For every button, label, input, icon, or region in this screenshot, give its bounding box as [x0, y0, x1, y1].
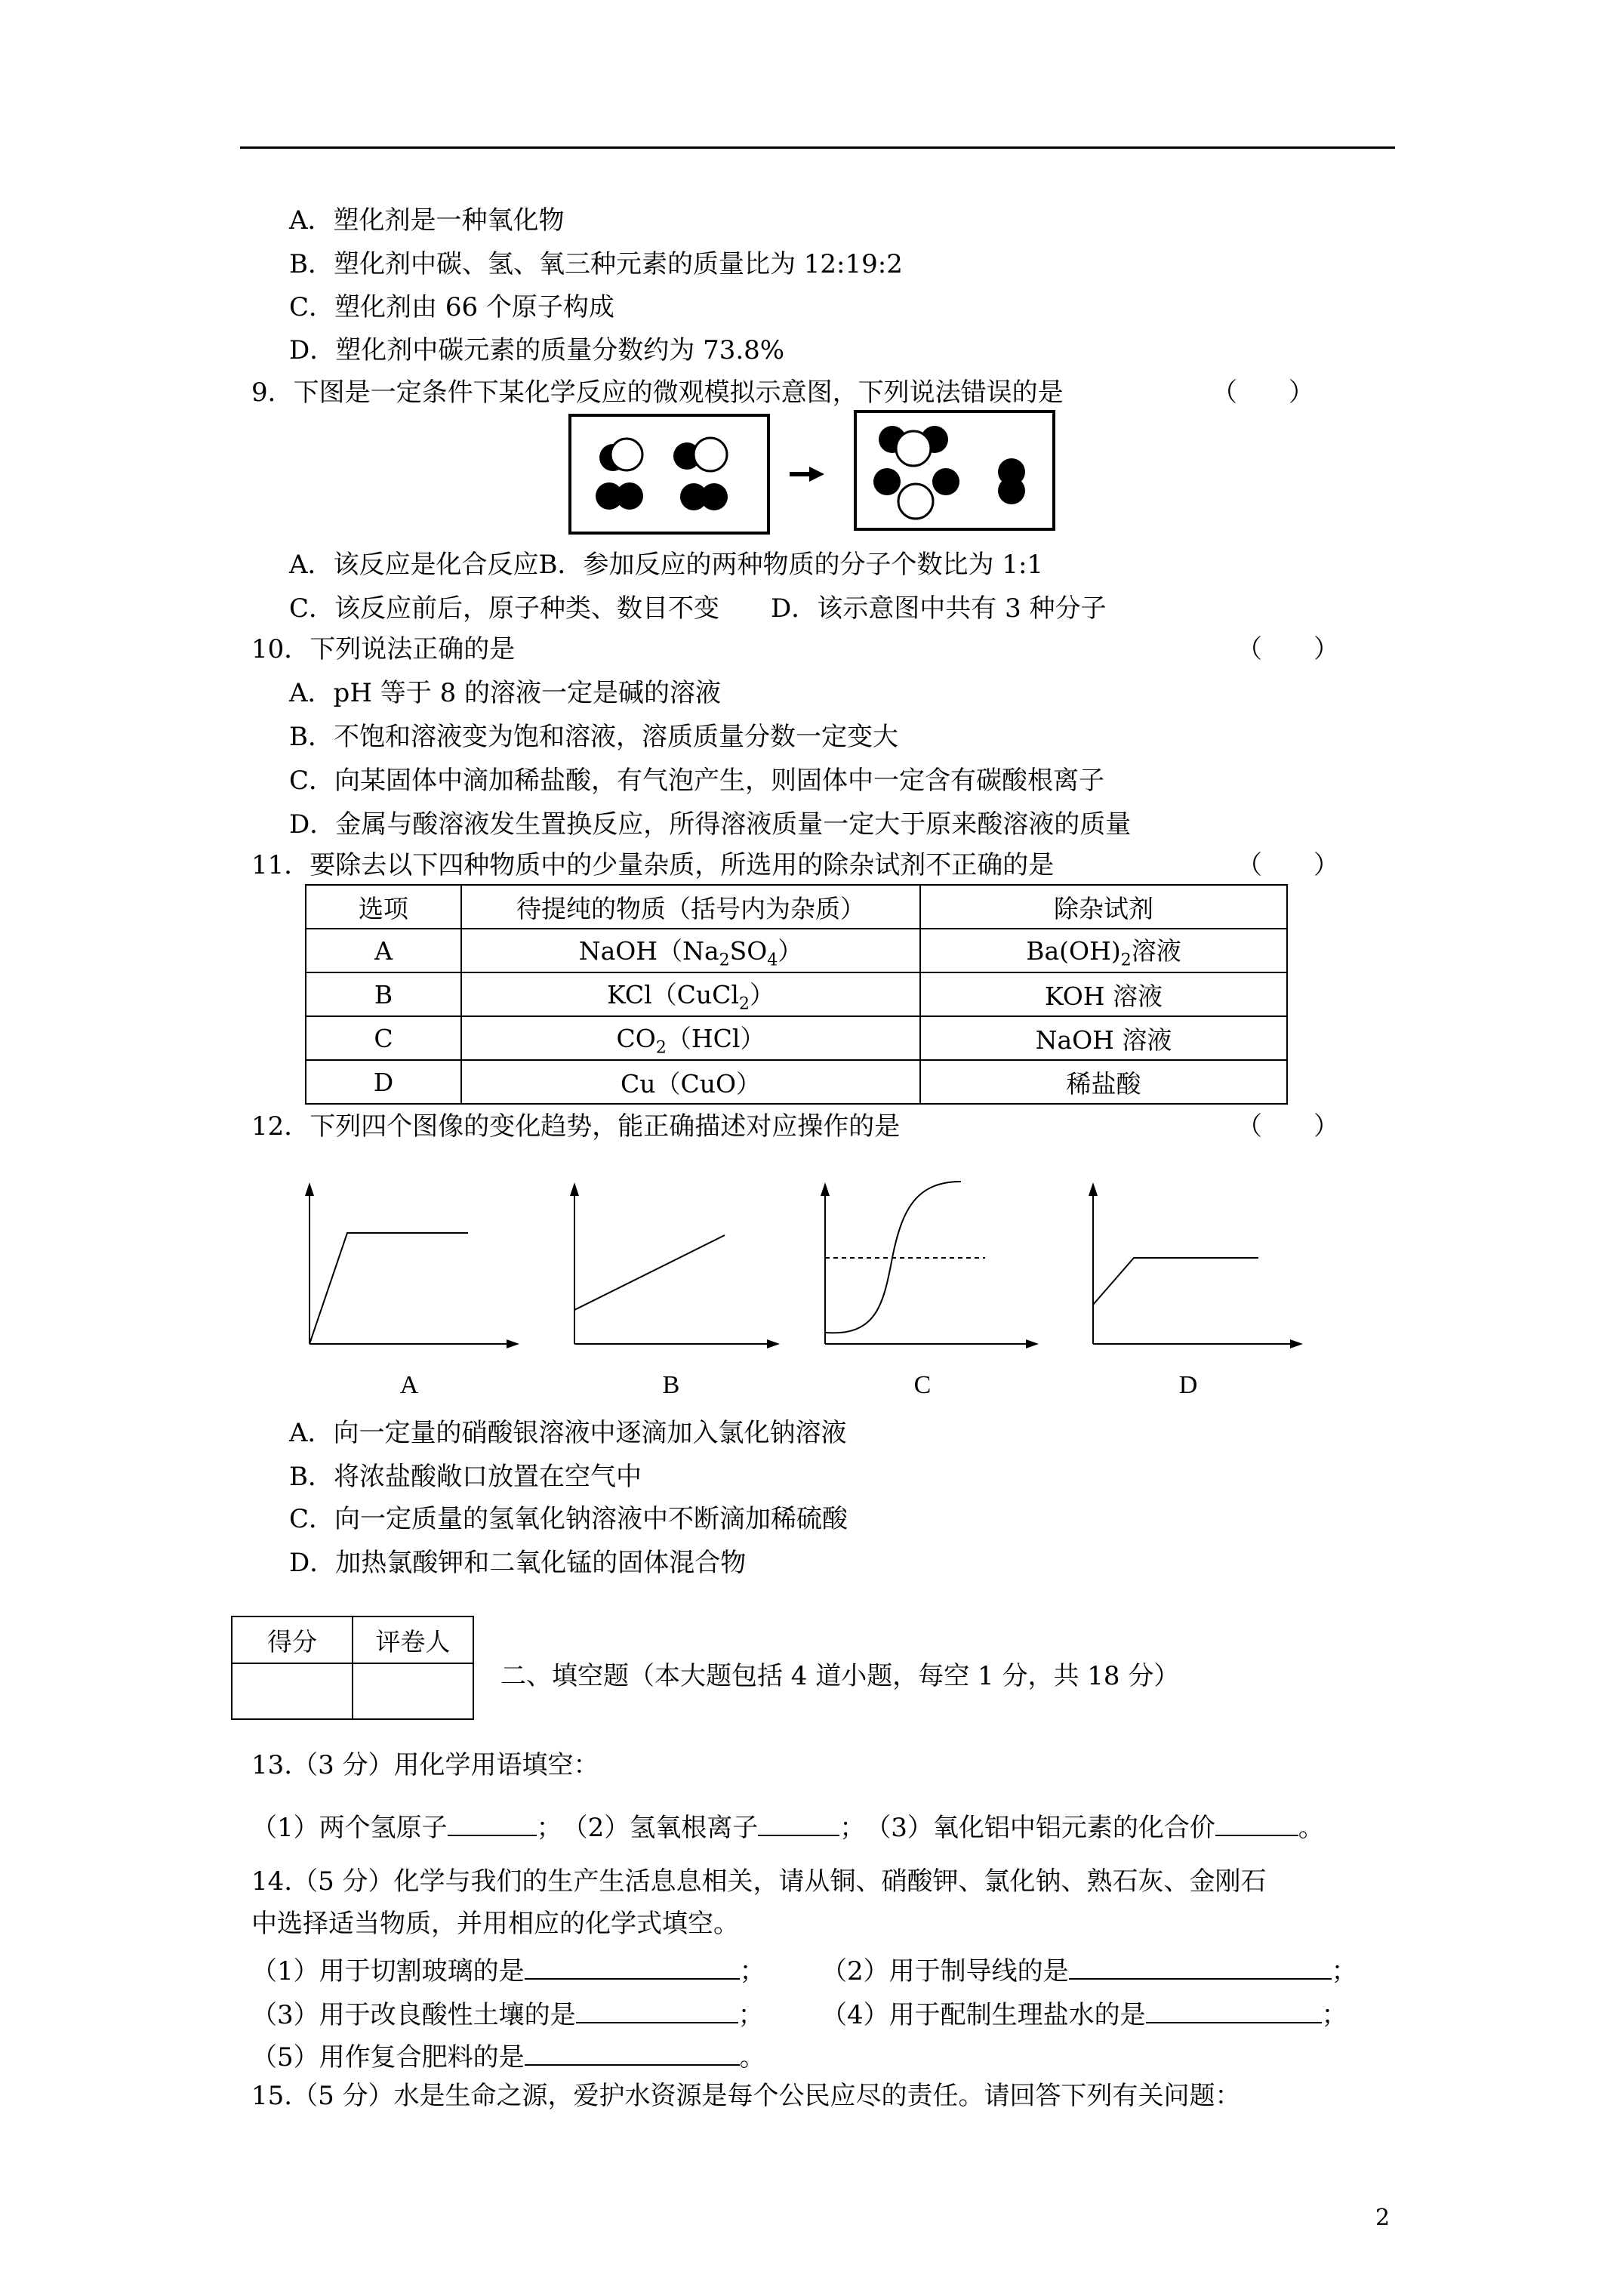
q11-stem: 11．要除去以下四种物质中的少量杂质，所选用的除杂试剂不正确的是: [251, 850, 1055, 880]
q10-option-a: A．pH 等于 8 的溶液一定是碱的溶液: [289, 678, 722, 708]
atom-white: [898, 484, 933, 519]
header-rule: [240, 146, 1395, 149]
q10-option-b: B．不饱和溶液变为饱和溶液，溶质质量分数一定变大: [289, 722, 898, 752]
score-table: [231, 1616, 474, 1720]
atom-black: [616, 482, 643, 510]
score-header: 得分: [232, 1616, 353, 1663]
atom-white: [694, 438, 727, 471]
graph-c: [821, 1182, 1039, 1348]
q10-option-d: D．金属与酸溶液发生置换反应，所得溶液质量一定大于原来酸溶液的质量: [289, 809, 1132, 840]
impurity-table: [305, 884, 1288, 1105]
answer-blank[interactable]: [1069, 1952, 1332, 1980]
atom-black: [932, 468, 959, 495]
graph-label-c: C: [913, 1371, 932, 1399]
answer-blank[interactable]: [525, 1952, 740, 1980]
row-option: B: [306, 972, 461, 1016]
atom-white: [611, 439, 642, 470]
q13-line: （1）两个氢原子 ； （2）氢氧根离子 ； （3）氧化铝中铝元素的化合价 。: [251, 1809, 1324, 1843]
row-reagent: NaOH 溶液: [920, 1016, 1287, 1060]
atom-white: [896, 431, 931, 466]
table-row: [306, 929, 1287, 972]
answer-blank[interactable]: [448, 1809, 537, 1836]
q8-option-a: A．塑化剂是一种氧化物: [289, 205, 565, 236]
header-option: 选项: [306, 885, 461, 929]
atom-black: [873, 468, 901, 495]
q14-line1: 14.（5 分）化学与我们的生产生活息息相关，请从铜、硝酸钾、氯化钠、熟石灰、金刚石: [251, 1866, 1267, 1897]
q9-option-ab: A．该反应是化合反应B．参加反应的两种物质的分子个数比为 1:1: [289, 550, 1044, 580]
q12-option-c: C．向一定质量的氢氧化钠溶液中不断滴加稀硫酸: [289, 1504, 848, 1534]
row-substance: Cu（CuO）: [461, 1060, 920, 1104]
graph-label-a: A: [399, 1371, 419, 1399]
table-row: [306, 1060, 1287, 1104]
row-option: D: [306, 1060, 461, 1104]
row-option: C: [306, 1016, 461, 1060]
page-number: 2: [1375, 2205, 1390, 2231]
q9-bracket: （ ）: [1212, 378, 1314, 408]
q9-stem: 9．下图是一定条件下某化学反应的微观模拟示意图，下列说法错误的是: [251, 378, 1064, 408]
atom-black: [701, 483, 728, 510]
q14-line2: 中选择适当物质，并用相应的化学式填空。: [251, 1909, 739, 1939]
q10-stem: 10．下列说法正确的是: [251, 634, 516, 664]
q11-bracket: （ ）: [1236, 850, 1339, 880]
q10-option-c: C．向某固体中滴加稀盐酸，有气泡产生，则固体中一定含有碳酸根离子: [289, 766, 1105, 796]
graph-d: [1089, 1182, 1303, 1348]
table-row: [306, 972, 1287, 1016]
q10-bracket: （ ）: [1236, 634, 1339, 664]
row-reagent: 稀盐酸: [920, 1060, 1287, 1104]
q8-option-b: B．塑化剂中碳、氢、氧三种元素的质量比为 12:19:2: [289, 249, 903, 279]
q12-stem: 12．下列四个图像的变化趋势，能正确描述对应操作的是: [251, 1111, 901, 1142]
score-cell[interactable]: [232, 1663, 353, 1719]
row-substance: $CO_2(HCl)$: [461, 1016, 920, 1060]
q13-stem: 13.（3 分）用化学用语填空：: [251, 1750, 599, 1780]
row-substance: KCl（CuCl$_2$）: [461, 972, 920, 1016]
header-reagent: 除杂试剂: [920, 885, 1287, 929]
row-reagent: KOH 溶液: [920, 972, 1287, 1016]
grader-header: 评卷人: [353, 1616, 473, 1663]
table-row: [306, 1016, 1287, 1060]
row-substance: $NaOH(Na_2SO_4)$: [461, 929, 920, 972]
q8-option-c: C．塑化剂由 66 个原子构成: [289, 292, 614, 322]
answer-blank[interactable]: [576, 1996, 738, 2023]
q12-option-b: B．将浓盐酸敞口放置在空气中: [289, 1462, 642, 1492]
atom-black: [998, 477, 1025, 504]
q15-line1: 15.（5 分）水是生命之源，爱护水资源是每个公民应尽的责任。请回答下列有关问题：: [251, 2081, 1241, 2111]
grader-cell[interactable]: [353, 1663, 473, 1719]
graph-label-d: D: [1178, 1371, 1198, 1399]
q8-option-d: D．塑化剂中碳元素的质量分数约为 73.8%: [289, 335, 785, 365]
answer-blank[interactable]: [758, 1809, 839, 1836]
answer-blank[interactable]: [525, 2039, 740, 2066]
q12-bracket: （ ）: [1236, 1111, 1339, 1142]
q14-item-5: （5）用作复合肥料的是 。: [251, 2039, 765, 2073]
graph-a: [305, 1182, 519, 1348]
q12-option-a: A．向一定量的硝酸银溶液中逐滴加入氯化钠溶液: [289, 1418, 847, 1448]
q14-item-1: （1）用于切割玻璃的是 ；: [251, 1952, 765, 1986]
reaction-diagram: [566, 408, 1064, 540]
trend-graphs: [287, 1163, 1313, 1412]
table-header-row: [306, 885, 1287, 929]
row-option: A: [306, 929, 461, 972]
header-substance: 待提纯的物质（括号内为杂质）: [461, 885, 920, 929]
q14-item-4: （4）用于配制生理盐水的是 ；: [821, 1996, 1347, 2030]
q9-option-cd: C．该反应前后，原子种类、数目不变 D．该示意图中共有 3 种分子: [289, 593, 1107, 624]
graph-label-b: B: [662, 1371, 680, 1399]
graph-b: [570, 1182, 780, 1348]
section-2-title: 二、填空题（本大题包括 4 道小题，每空 1 分，共 18 分）: [500, 1661, 1180, 1691]
q14-item-3: （3）用于改良酸性土壤的是 ；: [251, 1996, 764, 2030]
q12-option-d: D．加热氯酸钾和二氧化锰的固体混合物: [289, 1548, 747, 1578]
row-reagent: $Ba(OH)_2$溶液: [920, 929, 1287, 972]
answer-blank[interactable]: [1146, 1996, 1322, 2023]
q14-item-2: （2）用于制导线的是 ；: [821, 1952, 1357, 1986]
answer-blank[interactable]: [1215, 1809, 1298, 1836]
